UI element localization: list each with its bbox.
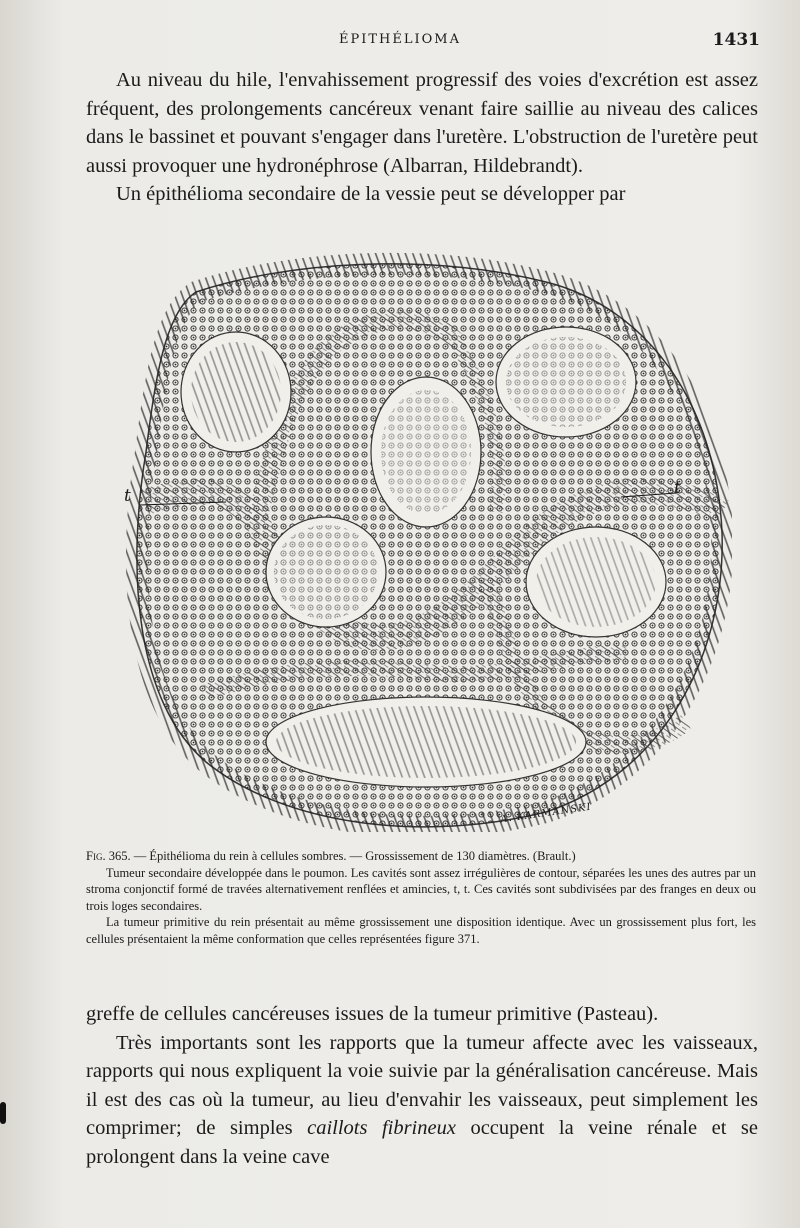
- paragraph: Un épithélioma secondaire de la vessie peut se développer par: [116, 183, 626, 205]
- histology-figure: [126, 252, 732, 832]
- caption-title-text: — Épithélioma du rein à cellules sombres. — Grossissement de 130 diamètres. (Brault.): [130, 849, 576, 863]
- paragraph-text: Très importants sont les rapports que la tumeur affecte avec les vaisseaux, rapports qui nous expliquent la voie suivie par la généralisation cancéreuse. Mais il est des cas où la tumeur, au lieu d'envahir les vaisseaux, peut simplement les comprimer; de simples: [86, 1031, 758, 1139]
- page-number: 1431: [712, 30, 760, 50]
- running-head: ÉPITHÉLIOMA: [339, 32, 461, 47]
- artist-signature: A. KARMANSKI: [499, 801, 593, 826]
- paragraph: [86, 1029, 758, 1172]
- label-t-left: t: [124, 486, 131, 506]
- label-t-right: t: [674, 478, 681, 498]
- figure-number: Fig. 365.: [86, 849, 131, 863]
- figure-caption: [86, 848, 756, 947]
- binding-mark: [0, 1102, 6, 1124]
- paragraph: Au niveau du hile, l'envahissement progressif des voies d'excrétion est assez fréquent, des prolongements cancéreux venant faire saillie au niveau des calices dans le bassinet et pouvant s'engager dans l'uretère. L'obstruction de l'uretère peut aussi provoquer une hydronéphrose (Albarran, Hildebrandt).: [86, 69, 758, 177]
- paragraph-text: occupent la veine rénale et se prolongent dans la veine cave: [86, 1117, 758, 1168]
- body-text-top: [86, 66, 758, 209]
- caption-paragraph: Tumeur secondaire développée dans le poumon. Les cavités sont assez irrégulières de contour, séparées les unes des autres par un stroma conjonctif formé de travées alternativement renflées et amincies, t, t. Ces cavités sont subdivisées par des franges en deux ou trois loges secondaires.: [86, 865, 756, 913]
- histology-illustration: [126, 252, 732, 832]
- paragraph: greffe de cellules cancéreuses issues de la tumeur primitive (Pasteau).: [86, 1003, 659, 1025]
- body-text-bottom: [86, 1000, 758, 1171]
- emphasis-text: caillots fibrineux: [307, 1117, 456, 1139]
- caption-title: [86, 848, 756, 865]
- caption-paragraph: La tumeur primitive du rein présentait au même grossissement une disposition identique. Avec un grossissement plus fort, les cellules présentaient la même conformation que celles représentées figure 371.: [86, 915, 756, 946]
